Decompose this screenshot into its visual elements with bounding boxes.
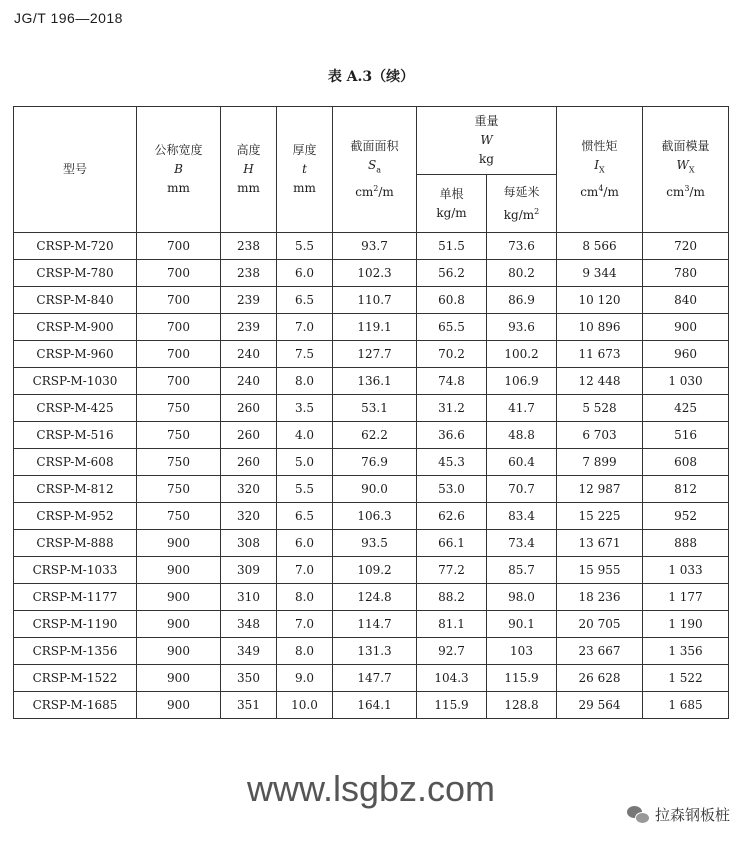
table-row bbox=[14, 341, 729, 368]
table-cell: 11 673 bbox=[557, 341, 643, 368]
site-watermark: www.lsgbz.com bbox=[246, 768, 496, 809]
table-cell: 238 bbox=[221, 260, 277, 287]
table-cell: 93.6 bbox=[487, 314, 557, 341]
table-cell: 5 528 bbox=[557, 395, 643, 422]
table-cell: 516 bbox=[643, 422, 729, 449]
table-cell: 80.2 bbox=[487, 260, 557, 287]
table-cell: 65.5 bbox=[417, 314, 487, 341]
table-cell: CRSP-M-1177 bbox=[14, 584, 137, 611]
table-cell: CRSP-M-952 bbox=[14, 503, 137, 530]
table-cell: 93.5 bbox=[333, 530, 417, 557]
table-cell: 780 bbox=[643, 260, 729, 287]
table-row bbox=[14, 692, 729, 719]
table-cell: 73.4 bbox=[487, 530, 557, 557]
table-cell: 10 896 bbox=[557, 314, 643, 341]
table-cell: 700 bbox=[137, 260, 221, 287]
table-cell: 77.2 bbox=[417, 557, 487, 584]
table-cell: 60.4 bbox=[487, 449, 557, 476]
table-cell: 70.7 bbox=[487, 476, 557, 503]
table-cell: 53.0 bbox=[417, 476, 487, 503]
table-cell: 8.0 bbox=[277, 638, 333, 665]
table-cell: 131.3 bbox=[333, 638, 417, 665]
table-cell: 7.0 bbox=[277, 611, 333, 638]
table-cell: 56.2 bbox=[417, 260, 487, 287]
table-cell: 26 628 bbox=[557, 665, 643, 692]
table-row bbox=[14, 557, 729, 584]
table-cell: 12 448 bbox=[557, 368, 643, 395]
table-cell: 7.5 bbox=[277, 341, 333, 368]
table-cell: 124.8 bbox=[333, 584, 417, 611]
table-row bbox=[14, 449, 729, 476]
table-row bbox=[14, 395, 729, 422]
table-cell: 425 bbox=[643, 395, 729, 422]
table-cell: 6 703 bbox=[557, 422, 643, 449]
table-cell: 351 bbox=[221, 692, 277, 719]
table-cell: 320 bbox=[221, 503, 277, 530]
table-cell: 8.0 bbox=[277, 368, 333, 395]
brand-watermark bbox=[627, 804, 730, 825]
table-cell: 15 225 bbox=[557, 503, 643, 530]
table-row bbox=[14, 287, 729, 314]
table-cell: 13 671 bbox=[557, 530, 643, 557]
table-cell: 5.5 bbox=[277, 233, 333, 260]
table-cell: 750 bbox=[137, 395, 221, 422]
table-cell: 1 030 bbox=[643, 368, 729, 395]
table-cell: 1 685 bbox=[643, 692, 729, 719]
table-row bbox=[14, 530, 729, 557]
col-modulus: 截面模量 $W_X$ $cm^3/m$ bbox=[643, 107, 729, 233]
table-cell: 9.0 bbox=[277, 665, 333, 692]
table-cell: 260 bbox=[221, 395, 277, 422]
col-inertia: 惯性矩 $I_X$ $cm^4/m$ bbox=[557, 107, 643, 233]
col-weight-single: 单根 kg/m bbox=[417, 175, 487, 233]
table-cell: 960 bbox=[643, 341, 729, 368]
table-cell: CRSP-M-608 bbox=[14, 449, 137, 476]
table-cell: 700 bbox=[137, 314, 221, 341]
table-cell: 8.0 bbox=[277, 584, 333, 611]
col-weight: 重量 W kg bbox=[417, 107, 557, 175]
table-cell: 36.6 bbox=[417, 422, 487, 449]
table-cell: 93.7 bbox=[333, 233, 417, 260]
col-area: 截面面积 $S_a$ $cm^2/m$ bbox=[333, 107, 417, 233]
table-cell: 53.1 bbox=[333, 395, 417, 422]
table-cell: 29 564 bbox=[557, 692, 643, 719]
table-cell: 240 bbox=[221, 341, 277, 368]
table-cell: 720 bbox=[643, 233, 729, 260]
table-cell: 41.7 bbox=[487, 395, 557, 422]
table-cell: 260 bbox=[221, 422, 277, 449]
table-cell: 6.5 bbox=[277, 503, 333, 530]
table-cell: 1 190 bbox=[643, 611, 729, 638]
table-cell: 888 bbox=[643, 530, 729, 557]
table-cell: 60.8 bbox=[417, 287, 487, 314]
table-cell: 608 bbox=[643, 449, 729, 476]
table-cell: 700 bbox=[137, 341, 221, 368]
table-cell: 308 bbox=[221, 530, 277, 557]
table-cell: 98.0 bbox=[487, 584, 557, 611]
table-cell: 48.8 bbox=[487, 422, 557, 449]
table-cell: CRSP-M-516 bbox=[14, 422, 137, 449]
table-cell: 136.1 bbox=[333, 368, 417, 395]
table-cell: 239 bbox=[221, 287, 277, 314]
table-row bbox=[14, 233, 729, 260]
table-cell: CRSP-M-1190 bbox=[14, 611, 137, 638]
table-cell: 1 356 bbox=[643, 638, 729, 665]
table-cell: 20 705 bbox=[557, 611, 643, 638]
table-cell: 260 bbox=[221, 449, 277, 476]
table-cell: 127.7 bbox=[333, 341, 417, 368]
table-cell: 1 177 bbox=[643, 584, 729, 611]
table-cell: 6.0 bbox=[277, 260, 333, 287]
table-cell: 106.9 bbox=[487, 368, 557, 395]
col-thickness: 厚度 t mm bbox=[277, 107, 333, 233]
col-weight-per-m: 每延米 $kg/m^2$ bbox=[487, 175, 557, 233]
table-cell: 110.7 bbox=[333, 287, 417, 314]
col-model: 型号 bbox=[14, 107, 137, 233]
table-cell: 900 bbox=[137, 638, 221, 665]
table-cell: 1 522 bbox=[643, 665, 729, 692]
table-cell: 310 bbox=[221, 584, 277, 611]
table-row bbox=[14, 611, 729, 638]
table-cell: 10.0 bbox=[277, 692, 333, 719]
table-cell: 109.2 bbox=[333, 557, 417, 584]
table-body bbox=[14, 233, 729, 719]
table-cell: 840 bbox=[643, 287, 729, 314]
table-cell: 239 bbox=[221, 314, 277, 341]
table-cell: 86.9 bbox=[487, 287, 557, 314]
table-cell: CRSP-M-888 bbox=[14, 530, 137, 557]
table-cell: CRSP-M-1685 bbox=[14, 692, 137, 719]
table-cell: 750 bbox=[137, 476, 221, 503]
table-cell: 320 bbox=[221, 476, 277, 503]
table-cell: 90.0 bbox=[333, 476, 417, 503]
table-cell: 1 033 bbox=[643, 557, 729, 584]
table-cell: 106.3 bbox=[333, 503, 417, 530]
table-cell: CRSP-M-812 bbox=[14, 476, 137, 503]
table-cell: 74.8 bbox=[417, 368, 487, 395]
table-cell: 952 bbox=[643, 503, 729, 530]
table-cell: 76.9 bbox=[333, 449, 417, 476]
table-cell: 103 bbox=[487, 638, 557, 665]
table-cell: 900 bbox=[137, 557, 221, 584]
table-cell: 104.3 bbox=[417, 665, 487, 692]
table-cell: CRSP-M-840 bbox=[14, 287, 137, 314]
table-cell: 238 bbox=[221, 233, 277, 260]
table-cell: 23 667 bbox=[557, 638, 643, 665]
table-cell: 750 bbox=[137, 422, 221, 449]
table-cell: 115.9 bbox=[417, 692, 487, 719]
table-row bbox=[14, 584, 729, 611]
table-cell: 92.7 bbox=[417, 638, 487, 665]
table-cell: 350 bbox=[221, 665, 277, 692]
table-caption: 表 A.3（续） bbox=[327, 69, 415, 85]
table-cell: 70.2 bbox=[417, 341, 487, 368]
table-cell: 750 bbox=[137, 503, 221, 530]
table-cell: 45.3 bbox=[417, 449, 487, 476]
table-cell: 900 bbox=[137, 530, 221, 557]
table-cell: 309 bbox=[221, 557, 277, 584]
col-height: 高度 H mm bbox=[221, 107, 277, 233]
wechat-icon bbox=[627, 806, 649, 824]
table-cell: 88.2 bbox=[417, 584, 487, 611]
table-cell: 6.5 bbox=[277, 287, 333, 314]
table-cell: 115.9 bbox=[487, 665, 557, 692]
table-cell: 15 955 bbox=[557, 557, 643, 584]
table-cell: 81.1 bbox=[417, 611, 487, 638]
table-cell: CRSP-M-1356 bbox=[14, 638, 137, 665]
table-cell: 900 bbox=[137, 692, 221, 719]
col-width: 公称宽度 B mm bbox=[137, 107, 221, 233]
table-cell: 7.0 bbox=[277, 557, 333, 584]
table-cell: 90.1 bbox=[487, 611, 557, 638]
table-cell: 62.2 bbox=[333, 422, 417, 449]
table-cell: 240 bbox=[221, 368, 277, 395]
table-cell: 900 bbox=[643, 314, 729, 341]
brand-name: 拉森钢板桩 bbox=[654, 806, 730, 824]
table-row bbox=[14, 314, 729, 341]
table-row bbox=[14, 368, 729, 395]
table-cell: 348 bbox=[221, 611, 277, 638]
table-cell: 51.5 bbox=[417, 233, 487, 260]
table-cell: 66.1 bbox=[417, 530, 487, 557]
table-row bbox=[14, 476, 729, 503]
table-cell: 128.8 bbox=[487, 692, 557, 719]
standard-code: JG/T 196—2018 bbox=[14, 10, 123, 26]
table-cell: 900 bbox=[137, 584, 221, 611]
table-cell: 5.0 bbox=[277, 449, 333, 476]
table-cell: 900 bbox=[137, 611, 221, 638]
table-cell: CRSP-M-720 bbox=[14, 233, 137, 260]
table-cell: 18 236 bbox=[557, 584, 643, 611]
table-cell: 100.2 bbox=[487, 341, 557, 368]
table-cell: CRSP-M-1030 bbox=[14, 368, 137, 395]
table-cell: 85.7 bbox=[487, 557, 557, 584]
table-cell: 5.5 bbox=[277, 476, 333, 503]
table-cell: CRSP-M-960 bbox=[14, 341, 137, 368]
table-cell: 900 bbox=[137, 665, 221, 692]
table-cell: 750 bbox=[137, 449, 221, 476]
table-cell: 6.0 bbox=[277, 530, 333, 557]
table-row bbox=[14, 422, 729, 449]
table-cell: 4.0 bbox=[277, 422, 333, 449]
table-row bbox=[14, 503, 729, 530]
steel-sheet-pile-table bbox=[13, 106, 729, 719]
table-cell: CRSP-M-900 bbox=[14, 314, 137, 341]
table-row bbox=[14, 638, 729, 665]
table-cell: 7 899 bbox=[557, 449, 643, 476]
table-cell: 12 987 bbox=[557, 476, 643, 503]
table-cell: 164.1 bbox=[333, 692, 417, 719]
table-cell: CRSP-M-1522 bbox=[14, 665, 137, 692]
table-cell: 700 bbox=[137, 368, 221, 395]
table-cell: 700 bbox=[137, 287, 221, 314]
table-cell: 119.1 bbox=[333, 314, 417, 341]
table-cell: 83.4 bbox=[487, 503, 557, 530]
table-row bbox=[14, 665, 729, 692]
table-cell: 10 120 bbox=[557, 287, 643, 314]
table-cell: 812 bbox=[643, 476, 729, 503]
table-cell: 31.2 bbox=[417, 395, 487, 422]
table-cell: 147.7 bbox=[333, 665, 417, 692]
table-cell: 73.6 bbox=[487, 233, 557, 260]
table-cell: CRSP-M-780 bbox=[14, 260, 137, 287]
table-cell: 700 bbox=[137, 233, 221, 260]
table-row bbox=[14, 260, 729, 287]
table-cell: CRSP-M-425 bbox=[14, 395, 137, 422]
table-cell: 8 566 bbox=[557, 233, 643, 260]
table-cell: 7.0 bbox=[277, 314, 333, 341]
table-cell: 3.5 bbox=[277, 395, 333, 422]
table-cell: CRSP-M-1033 bbox=[14, 557, 137, 584]
table-cell: 9 344 bbox=[557, 260, 643, 287]
table-cell: 114.7 bbox=[333, 611, 417, 638]
table-cell: 62.6 bbox=[417, 503, 487, 530]
table-cell: 102.3 bbox=[333, 260, 417, 287]
table-cell: 349 bbox=[221, 638, 277, 665]
